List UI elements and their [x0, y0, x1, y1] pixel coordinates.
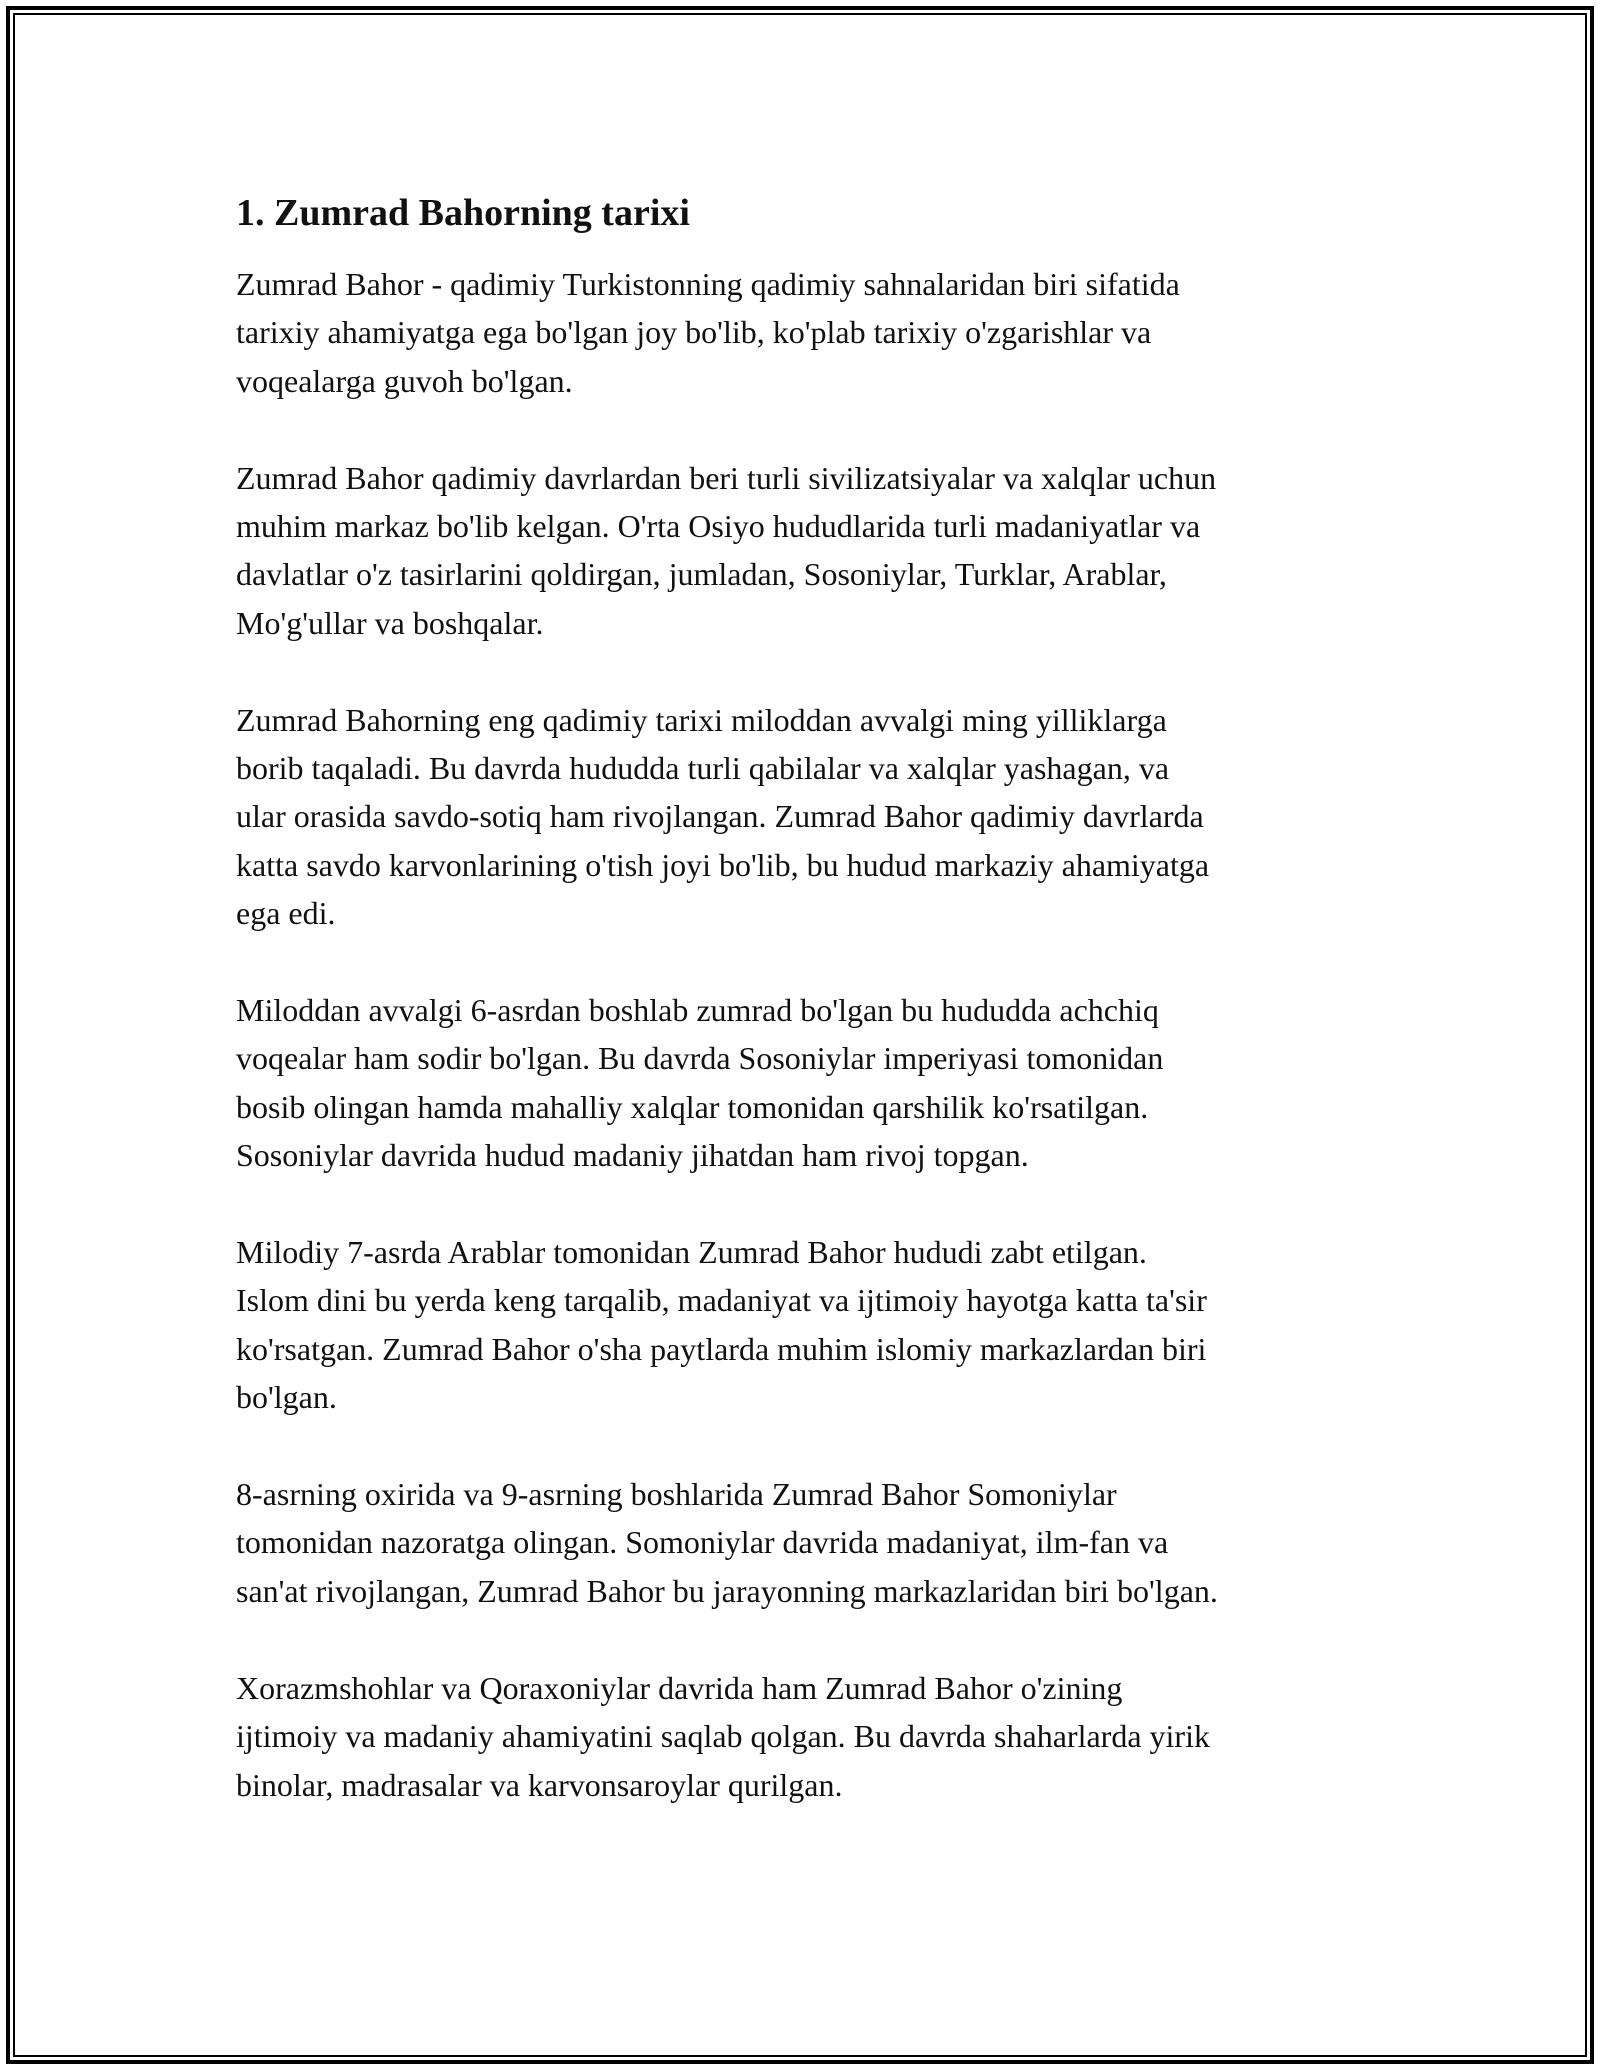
- page-title: 1. Zumrad Bahorning tarixi: [236, 192, 690, 234]
- paragraph-line: Zumrad Bahor qadimiy davrlardan beri turli sivilizatsiyalar va xalqlar uchun: [236, 459, 1217, 496]
- paragraph-line: bo'lgan.: [236, 1379, 337, 1416]
- document-page: [236, 186, 1376, 1857]
- paragraph-6: [236, 1470, 1376, 1615]
- paragraph-line: tarixiy ahamiyatga ega bo'lgan joy bo'lib, ko'plab tarixiy o'zgarishlar va: [236, 314, 1152, 351]
- paragraph-line: muhim markaz bo'lib kelgan. O'rta Osiyo hududlarida turli madaniyatlar va: [236, 508, 1201, 545]
- paragraph-line: davlatlar o'z tasirlarini qoldirgan, jumladan, Sosoniylar, Turklar, Arablar,: [236, 556, 1167, 593]
- paragraph-3: [236, 696, 1376, 938]
- paragraph-line: katta savdo karvonlarining o'tish joyi bo'lib, bu hudud markaziy ahamiyatga: [236, 846, 1210, 883]
- paragraph-4: [236, 986, 1376, 1180]
- paragraph-line: borib taqaladi. Bu davrda hududda turli qabilalar va xalqlar yashagan, va: [236, 750, 1170, 787]
- paragraph-line: binolar, madrasalar va karvonsaroylar qurilgan.: [236, 1766, 843, 1803]
- paragraph-2: [236, 454, 1376, 648]
- paragraph-line: ular orasida savdo-sotiq ham rivojlangan. Zumrad Bahor qadimiy davrlarda: [236, 798, 1204, 835]
- paragraph-line: bosib olingan hamda mahalliy xalqlar tomonidan qarshilik ko'rsatilgan.: [236, 1088, 1149, 1125]
- paragraph-1: [236, 260, 1376, 405]
- paragraph-line: san'at rivojlangan, Zumrad Bahor bu jarayonning markazlaridan biri bo'lgan.: [236, 1572, 1218, 1609]
- paragraph-line: 8-asrning oxirida va 9-asrning boshlarida Zumrad Bahor Somoniylar: [236, 1476, 1117, 1513]
- paragraph-line: ijtimoiy va madaniy ahamiyatini saqlab qolgan. Bu davrda shaharlarda yirik: [236, 1718, 1210, 1755]
- paragraph-line: Miloddan avvalgi 6-asrdan boshlab zumrad bo'lgan bu hududda achchiq: [236, 992, 1159, 1029]
- paragraph-line: tomonidan nazoratga olingan. Somoniylar davrida madaniyat, ilm-fan va: [236, 1524, 1169, 1561]
- paragraph-line: Zumrad Bahorning eng qadimiy tarixi miloddan avvalgi ming yilliklarga: [236, 701, 1167, 738]
- paragraph-line: voqealarga guvoh bo'lgan.: [236, 362, 573, 399]
- paragraph-7: [236, 1664, 1376, 1809]
- paragraph-5: [236, 1228, 1376, 1422]
- paragraph-line: Sosoniylar davrida hudud madaniy jihatdan ham rivoj topgan.: [236, 1137, 1029, 1174]
- paragraph-line: Islom dini bu yerda keng tarqalib, madaniyat va ijtimoiy hayotga katta ta'sir: [236, 1282, 1207, 1319]
- paragraph-line: Zumrad Bahor - qadimiy Turkistonning qadimiy sahnalaridan biri sifatida: [236, 266, 1180, 302]
- paragraph-line: ega edi.: [236, 895, 336, 932]
- paragraph-line: Mo'g'ullar va boshqalar.: [236, 604, 544, 641]
- paragraph-line: Xorazmshohlar va Qoraxoniylar davrida ham Zumrad Bahor o'zining: [236, 1669, 1123, 1706]
- paragraph-line: ko'rsatgan. Zumrad Bahor o'sha paytlarda muhim islomiy markazlardan biri: [236, 1330, 1207, 1367]
- paragraph-line: Milodiy 7-asrda Arablar tomonidan Zumrad Bahor hududi zabt etilgan.: [236, 1234, 1147, 1271]
- paragraph-line: voqealar ham sodir bo'lgan. Bu davrda Sosoniylar imperiyasi tomonidan: [236, 1040, 1164, 1077]
